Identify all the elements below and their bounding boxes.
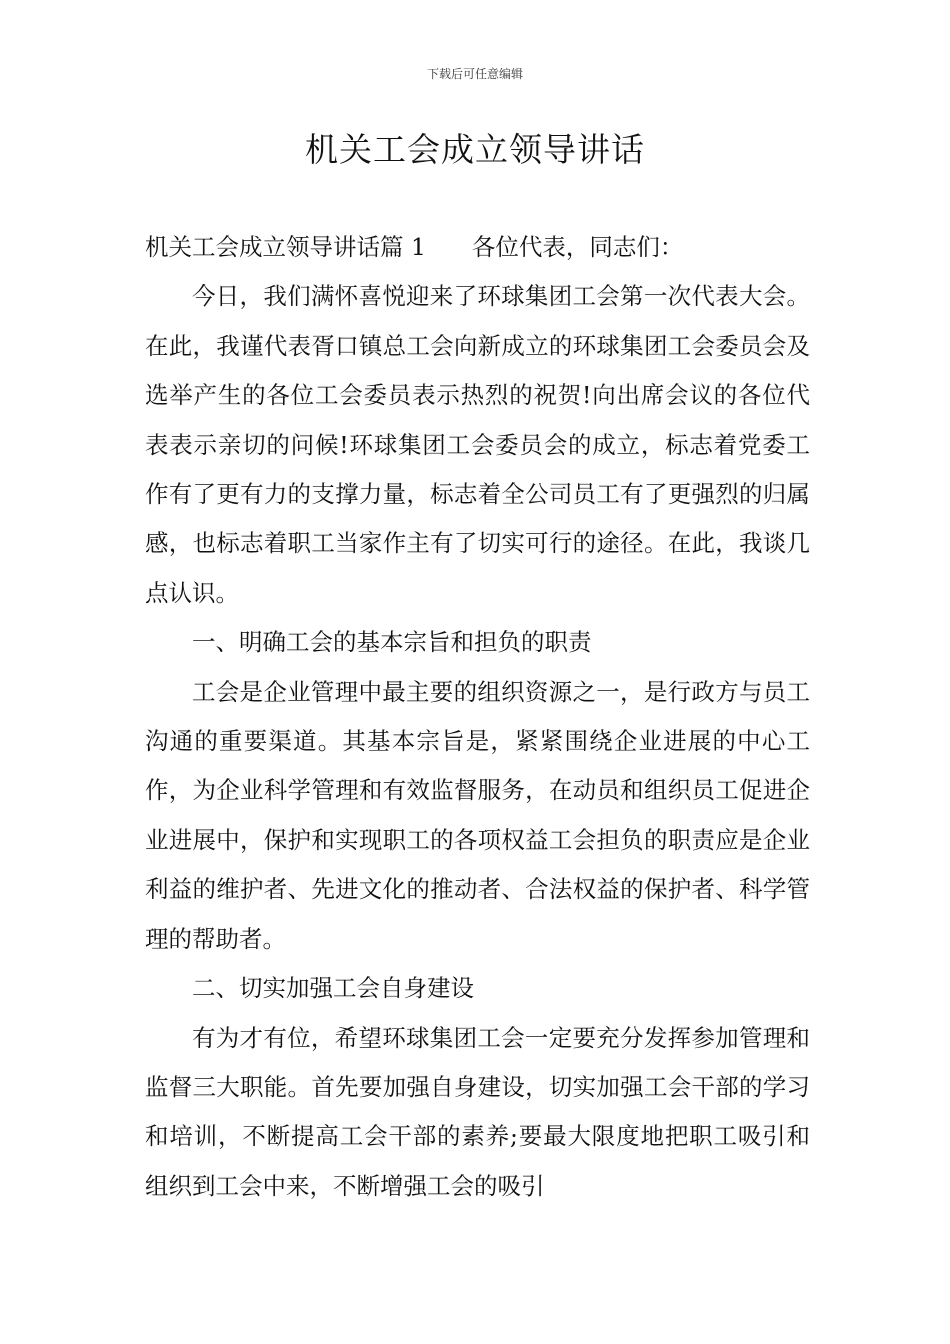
lead-line — [145, 223, 810, 272]
paragraph-intro: 今日，我们满怀喜悦迎来了环球集团工会第一次代表大会。在此，我谨代表胥口镇总工会向新成立的环球集团工会委员会及选举产生的各位工会委员表示热烈的祝贺!向出席会议的各位代表表示亲切的问候!环球集团工会委员会的成立，标志着党委工作有了更有力的支撑力量，标志着全公司员工有了更强烈的归属感，也标志着职工当家作主有了切实可行的途径。在此，我谈几点认识。 — [145, 282, 810, 607]
document-title: 机关工会成立领导讲话 — [305, 130, 645, 169]
document-body — [145, 223, 810, 1211]
paragraph-section-1: 工会是企业管理中最主要的组织资源之一，是行政方与员工沟通的重要渠道。其基本宗旨是，紧紧围绕企业进展的中心工作，为企业科学管理和有效监督服务，在动员和组织员工促进企业进展中，保护和实现职工的各项权益工会担负的职责应是企业利益的维护者、先进文化的推动者、合法权益的保护者、科学管理的帮助者。 — [145, 677, 810, 953]
paragraph-section-2: 有为才有位，希望环球集团工会一定要充分发挥参加管理和监督三大职能。首先要加强自身建设，切实加强工会干部的学习和培训，不断提高工会干部的素养;要最大限度地把职工吸引和组织到工会中来，不断增强工会的吸引 — [145, 1023, 810, 1200]
greeting: 各位代表，同志们： — [471, 233, 684, 261]
section-heading-2: 二、切实加强工会自身建设 — [192, 974, 474, 1003]
section-heading-1: 一、明确工会的基本宗旨和担负的职责 — [192, 628, 592, 657]
part-label: 机关工会成立领导讲话篇 1 — [145, 233, 426, 261]
header-note: 下载后可任意编辑 — [426, 67, 523, 81]
